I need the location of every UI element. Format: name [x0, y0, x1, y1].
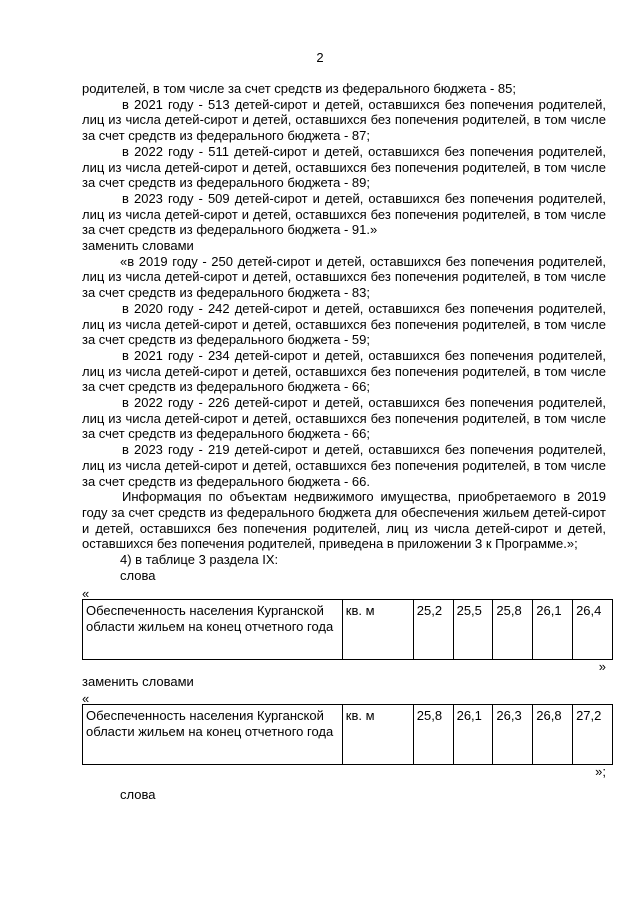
table-new	[82, 704, 613, 765]
page-number: 2	[316, 50, 324, 65]
paragraph-info: Информация по объектам недвижимого имущества, приобретаемого в 2019 году за счет средств из федерального бюджета для обеспечения жильем детей-сирот и детей, оставшихся без попечения родителей, лиц из числа детей-сирот и детей, оставшихся без попечения родителей, приведена в приложении 3 к Программе.»;	[82, 489, 606, 552]
replace-with-label: заменить словами	[82, 238, 194, 254]
table-old	[82, 599, 613, 660]
words-label-2: слова	[120, 787, 156, 803]
text-line: родителей, в том числе за счет средств из федерального бюджета - 85;	[82, 81, 516, 96]
paragraph-2021-new: в 2021 году - 234 детей-сирот и детей, оставшихся без попечения родителей, лиц из числа детей-сирот и детей, оставшихся без попечения родителей, в том числе за счет средств из федерального бюджета - 66;	[82, 347, 606, 395]
paragraph-2022-new: в 2022 году - 226 детей-сирот и детей, оставшихся без попечения родителей, лиц из числа детей-сирот и детей, оставшихся без попечения родителей, в том числе за счет средств из федерального бюджета - 66;	[82, 395, 606, 442]
cell-indicator-name: Обеспеченность населения Курганской области жильем на конец отчетного года	[83, 705, 343, 765]
paragraph-2021-old: в 2021 году - 513 детей-сирот и детей, оставшихся без попечения родителей, лиц из числа детей-сирот и детей, оставшихся без попечения родителей, в том числе за счет средств из федерального бюджета - 87;	[82, 96, 606, 144]
paragraph-2020-new: в 2020 году - 242 детей-сирот и детей, оставшихся без попечения родителей, лиц из числа детей-сирот и детей, оставшихся без попечения родителей, в том числе за счет средств из федерального бюджета - 59;	[82, 300, 606, 348]
table-row	[83, 599, 613, 659]
cell-unit: кв. м	[342, 599, 413, 659]
paragraph-2022-old: в 2022 году - 511 детей-сирот и детей, оставшихся без попечения родителей, лиц из числа детей-сирот и детей, оставшихся без попечения родителей, в том числе за счет средств из федерального бюджета - 89;	[82, 143, 606, 191]
quote-close-1: »	[598, 658, 606, 674]
paragraph-2023-new: в 2023 году - 219 детей-сирот и детей, оставшихся без попечения родителей, лиц из числа детей-сирот и детей, оставшихся без попечения родителей, в том числе за счет средств из федерального бюджета - 66.	[82, 442, 606, 489]
quote-close-2: »;	[595, 764, 606, 780]
paragraph-2023-old: в 2023 году - 509 детей-сирот и детей, оставшихся без попечения родителей, лиц из числа детей-сирот и детей, оставшихся без попечения родителей, в том числе за счет средств из федерального бюджета - 91.»	[82, 190, 606, 238]
cell-value: 26,3	[493, 705, 533, 765]
cell-value: 25,5	[453, 599, 493, 659]
cell-indicator-name: Обеспеченность населения Курганской области жильем на конец отчетного года	[83, 599, 343, 659]
cell-value: 26,1	[453, 705, 493, 765]
words-label: слова	[120, 567, 156, 583]
cell-value: 25,2	[413, 599, 453, 659]
paragraph-2019-new: «в 2019 году - 250 детей-сирот и детей, оставшихся без попечения родителей, лиц из числа детей-сирот и детей, оставшихся без попечения родителей, в том числе за счет средств из федерального бюджета - 83;	[82, 253, 606, 301]
item-4: 4) в таблице 3 раздела IX:	[120, 552, 279, 568]
cell-value: 25,8	[493, 599, 533, 659]
cell-value: 26,1	[533, 599, 573, 659]
table-row	[83, 705, 613, 765]
quote-open-2: «	[82, 691, 90, 707]
document-body	[82, 81, 606, 803]
replace-with-label-2: заменить словами	[82, 673, 194, 689]
cell-value: 27,2	[573, 705, 613, 765]
cell-value: 25,8	[413, 705, 453, 765]
quote-open-1: «	[82, 585, 90, 601]
cell-value: 26,8	[533, 705, 573, 765]
cell-value: 26,4	[573, 599, 613, 659]
cell-unit: кв. м	[342, 705, 413, 765]
